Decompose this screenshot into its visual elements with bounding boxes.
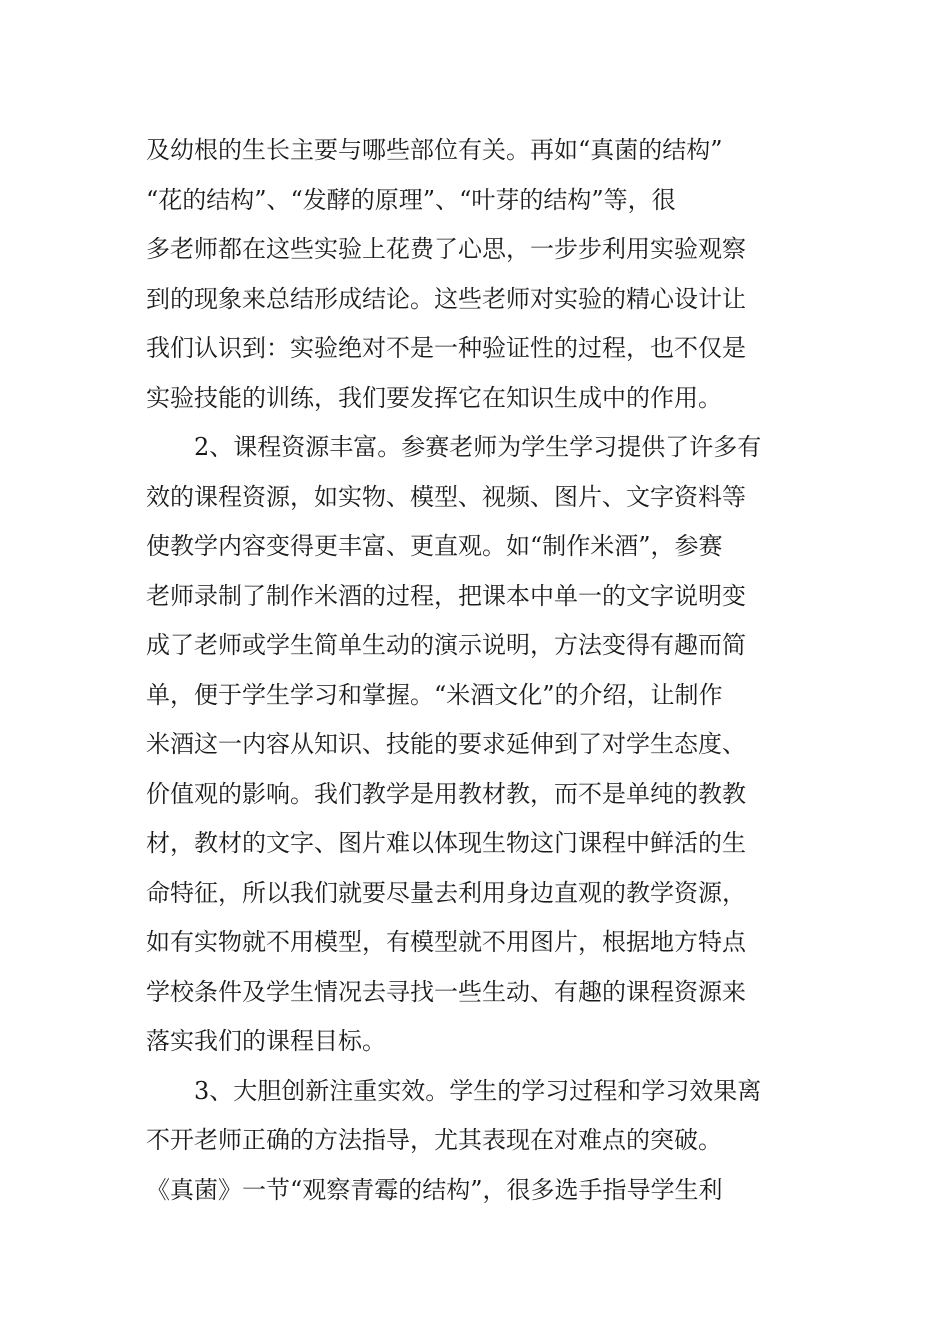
text-line: 我们认识到：实验绝对不是一种验证性的过程，也不仅是 [146, 334, 746, 362]
text-line: “花的结构”、“发酵的原理”、“叶芽的结构”等，很 [146, 185, 676, 214]
text-line: 到的现象来总结形成结论。这些老师对实验的精心设计让 [146, 284, 746, 313]
text-line: 命特征，所以我们就要尽量去利用身边直观的教学资源， [146, 878, 746, 907]
text-line: 单，便于学生学习和掌握。“米酒文化”的介绍，让制作 [146, 680, 723, 709]
text-line: 不开老师正确的方法指导，尤其表现在对难点的突破。 [146, 1126, 722, 1154]
text-line: 落实我们的课程目标。 [146, 1027, 386, 1055]
text-line: 价值观的影响。我们教学是用教材教，而不是单纯的教教 [146, 779, 746, 808]
text-line: 3、大胆创新注重实效。学生的学习过程和学习效果离 [146, 1076, 762, 1105]
text-line: 实验技能的训练，我们要发挥它在知识生成中的作用。 [146, 383, 722, 412]
text-line: 如有实物就不用模型，有模型就不用图片，根据地方特点 [146, 928, 746, 956]
text-line: 老师录制了制作米酒的过程，把课本中单一的文字说明变 [146, 581, 746, 610]
text-line: 及幼根的生长主要与哪些部位有关。再如“真菌的结构” [146, 136, 723, 164]
document-body-text [146, 126, 806, 1215]
text-line: 学校条件及学生情况去寻找一些生动、有趣的课程资源来 [146, 977, 746, 1006]
text-line: 多老师都在这些实验上花费了心思，一步步利用实验观察 [146, 235, 746, 263]
text-line: 2、课程资源丰富。参赛老师为学生学习提供了许多有 [146, 433, 762, 461]
text-line: 材，教材的文字、图片难以体现生物这门课程中鲜活的生 [146, 829, 746, 857]
text-line: 成了老师或学生简单生动的演示说明，方法变得有趣而简 [146, 631, 746, 659]
text-line: 效的课程资源，如实物、模型、视频、图片、文字资料等 [146, 482, 746, 511]
text-line: 使教学内容变得更丰富、更直观。如“制作米酒”，参赛 [146, 532, 723, 560]
text-line: 米酒这一内容从知识、技能的要求延伸到了对学生态度、 [146, 730, 746, 758]
text-line: 《真菌》一节“观察青霉的结构”，很多选手指导学生利 [146, 1175, 723, 1204]
